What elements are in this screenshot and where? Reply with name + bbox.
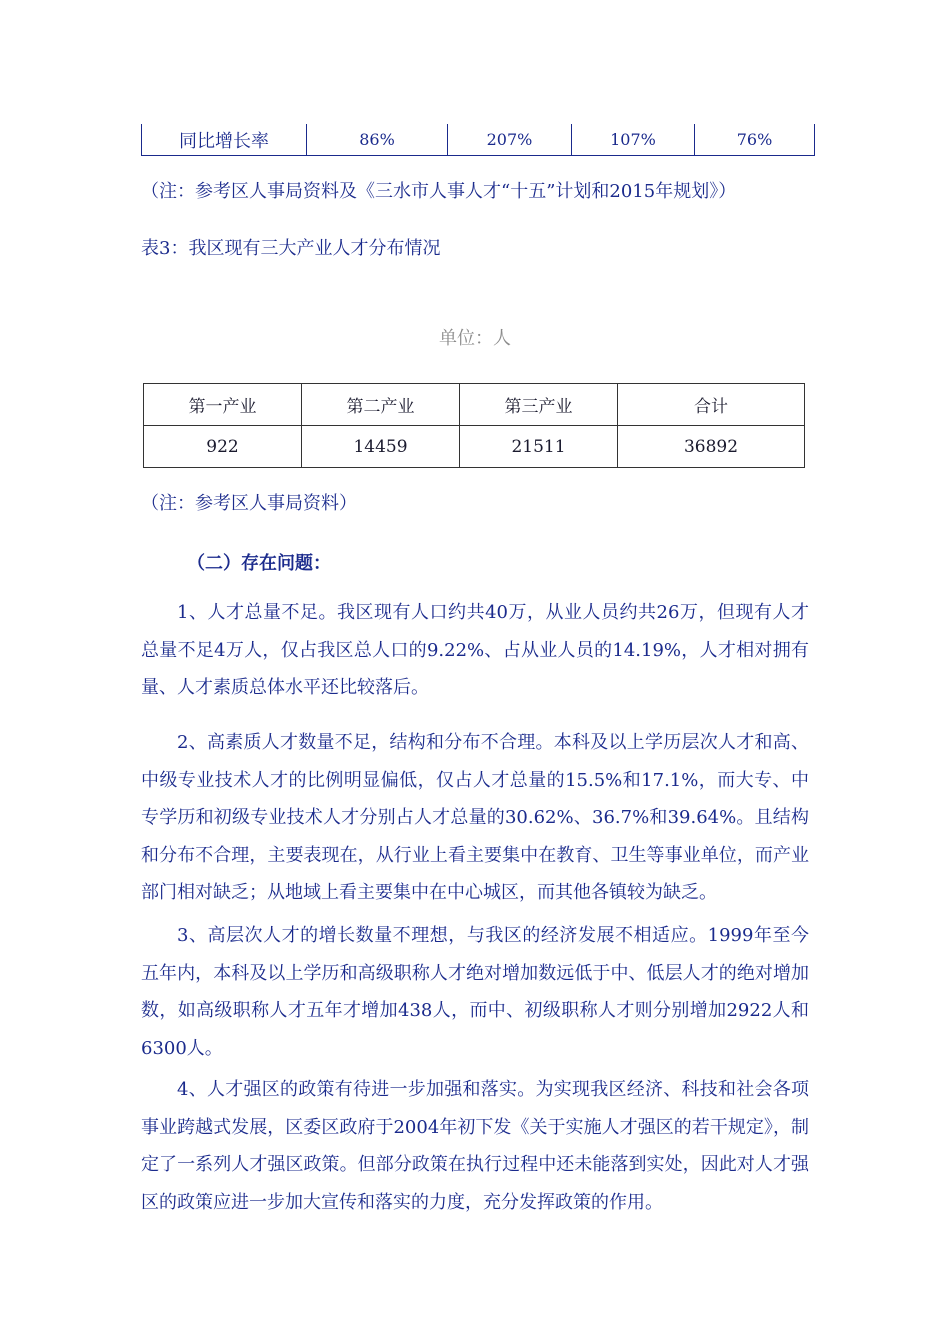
table2-growth-row: [141, 124, 815, 156]
table-cell: 107%: [572, 124, 695, 156]
table-cell: 86%: [307, 124, 448, 156]
row-label-cell: 同比增长率: [142, 124, 307, 156]
note-table3-source: （注：参考区人事局资料）: [141, 493, 357, 514]
table-cell: 36892: [618, 426, 805, 468]
table-cell: 76%: [695, 124, 815, 156]
section-heading: （二）存在问题：: [187, 553, 331, 574]
column-header: 第三产业: [460, 384, 618, 426]
paragraph-3: 3、高层次人才的增长数量不理想，与我区的经济发展不相适应。1999年至今五年内，本科及以上学历和高级职称人才绝对增加数远低于中、低层人才的绝对增加数，如高级职称人才五年才增加438人，而中、初级职称人才则分别增加2922人和6300人。: [141, 925, 809, 1059]
paragraph-1: 1、人才总量不足。我区现有人口约共40万，从业人员约共26万，但现有人才总量不足4万人，仅占我区总人口的9.22%、占从业人员的14.19%，人才相对拥有量、人才素质总体水平还比较落后。: [141, 602, 809, 699]
table3-industry-distribution: [143, 383, 805, 468]
table3-caption: 表3：我区现有三大产业人才分布情况: [141, 238, 441, 259]
paragraph-2: 2、高素质人才数量不足，结构和分布不合理。本科及以上学历层次人才和高、中级专业技术人才的比例明显偏低，仅占人才总量的15.5%和17.1%，而大专、中专学历和初级专业技术人才分别占人才总量的30.62%、36.7%和39.64%。且结构和分布不合理，主要表现在，从行业上看主要集中在教育、卫生等事业单位，而产业部门相对缺乏；从地域上看主要集中在中心城区，而其他各镇较为缺乏。: [141, 732, 809, 904]
table-cell: 21511: [460, 426, 618, 468]
column-header: 合计: [618, 384, 805, 426]
note-table2-source: （注：参考区人事局资料及《三水市人事人才“十五”计划和2015年规划》）: [141, 181, 737, 202]
column-header: 第二产业: [302, 384, 460, 426]
table-cell: 14459: [302, 426, 460, 468]
column-header: 第一产业: [144, 384, 302, 426]
table-cell: 207%: [448, 124, 572, 156]
table-header-row: [144, 384, 805, 426]
table-row: [144, 426, 805, 468]
table-row: [142, 124, 815, 156]
table3-unit: 单位：人: [439, 328, 511, 349]
paragraph-4: 4、人才强区的政策有待进一步加强和落实。为实现我区经济、科技和社会各项事业跨越式发展，区委区政府于2004年初下发《关于实施人才强区的若干规定》，制定了一系列人才强区政策。但部分政策在执行过程中还未能落到实处，因此对人才强区的政策应进一步加大宣传和落实的力度，充分发挥政策的作用。: [141, 1079, 809, 1213]
table-cell: 922: [144, 426, 302, 468]
